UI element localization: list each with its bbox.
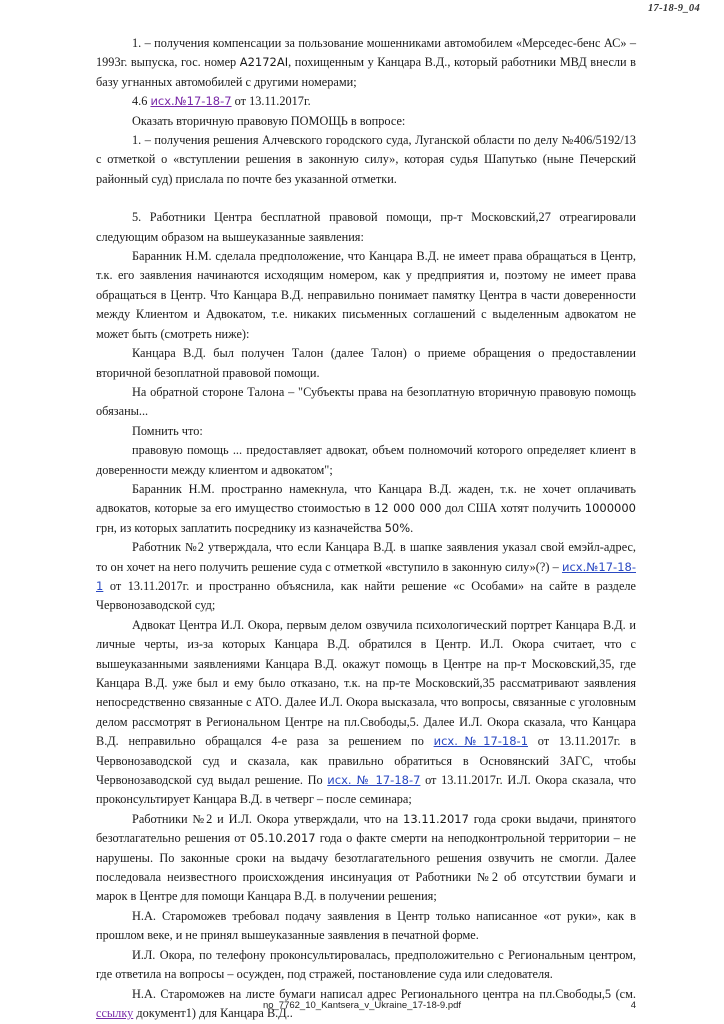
- paragraph-7: Канцара В.Д. был получен Талон (далее Талон) о приеме обращения о предоставлении вторичной безоплатной правовой помощи.: [96, 346, 636, 380]
- text: от 13.11.2017г. в Червонозаводской суд и сказала, как правильно обратиться в Основянский ЗАГС, чтобы Червонозаводской суд выдал решение. По: [96, 734, 636, 788]
- ref-link-17-18-7[interactable]: исх.№17-18-7: [150, 94, 232, 109]
- document-body: [96, 34, 636, 1023]
- ref-link-17-18-7[interactable]: исх. № 17-18-7: [327, 773, 421, 788]
- paragraph-10: правовую помощь ... предоставляет адвокат, объем полномочий которого определяет клиент в доверенности между клиентом и адвокатом";: [96, 443, 636, 477]
- text: 1. – получения компенсации за пользование мошенниками автомобилем «Мерседес-бенс АС» – 1993г. выпуска, гос. номер: [96, 36, 636, 70]
- paragraph-1: [96, 34, 636, 92]
- text: Работник №2 утверждала, что если Канцара В.Д. в шапке заявления указал свой емэйл-адрес, то он хочет на него получить решение суда с отметкой «вступило в законную силу»(?) –: [96, 540, 636, 574]
- paragraph-14: [96, 810, 636, 907]
- paragraph-16: И.Л. Окора, по телефону проконсультировалась, предположительно с Региональным центром, где ответила на вопросы – осужден, под стражей, постановление суда или следователя.: [96, 947, 636, 982]
- text: года сроки выдачи, принятого безотлагательно решения от: [96, 811, 636, 846]
- blank-line: [96, 189, 636, 208]
- text: Н.А. Староможев на листе бумаги написал адрес Регионального центра на пл.Свободы,5 (см.: [132, 986, 636, 1001]
- paragraph-11: [96, 480, 636, 538]
- paragraph-13: [96, 616, 636, 810]
- paragraph-9: Помнить что:: [132, 423, 203, 438]
- document-stamp: 17-18-9_04: [648, 3, 700, 14]
- footer-filename: no_7762_10_Kantsera_v_Ukraine_17-18-9.pdf: [262, 1000, 462, 1011]
- plate-number: А2172АI: [239, 55, 289, 70]
- paragraph-8: На обратной стороне Талона – "Субъекты права на безоплатную вторичную правовую помощь обязаны...: [96, 384, 636, 419]
- page-number: 4: [630, 1000, 636, 1011]
- ref-link-17-18-1[interactable]: исх.№17-18-1: [433, 734, 529, 749]
- paragraph-6: Баранник Н.М. сделала предположение, что Канцара В.Д. не имеет права обращаться в Центр, т.к. его заявления начинаются исходящим номером, как у предприятия и, поэтому не имеет права обращаться в Центр. Что Канцара В.Д. неправильно понимает памятку Центра в части доверенности между Клиентом и Адвокатом, т.е. никаких письменных соглашений с выделенным адвокатом не может быть (смотреть ниже):: [96, 249, 636, 341]
- text: документ1) для Канцара В.Д..: [133, 1005, 293, 1020]
- text: года о факте смерти на неподконтрольной территории – не нарушены. По законные сроки на выдачу безотлагательного решения озвучить не смогли. Далее последовала неизвестного происхождения инсинуация от Работники №2 об отсутствии бумаги и марок в Центре для помощи Канцара В.Д. в получении решения;: [96, 831, 636, 904]
- paragraph-3: Оказать вторичную правовую ПОМОЩЬ в вопросе:: [132, 113, 406, 128]
- text: от 13.11.2017г. И.Л. Окора сказала, что проконсультирует Канцара В.Д. в четверг – после семинара;: [96, 773, 636, 807]
- text: дол США хотят получить: [441, 501, 585, 516]
- percent: 50%: [384, 520, 411, 535]
- text: Баранник Н.М. пространно намекнула, что Канцара В.Д. жаден, т.к. не хочет оплачивать адвокатов, которые за его имущество стоимостью в: [96, 481, 636, 516]
- paragraph-12: [96, 538, 636, 616]
- paragraph-2: [96, 92, 636, 111]
- paragraph-5: 5. Работники Центра бесплатной правовой помощи, пр-т Московский,27 отреагировали следующим образом на вышеуказанные заявления:: [96, 210, 636, 244]
- text: , похищенным у Канцара В.Д., который работники МВД внесли в базу угнанных автомобилей с другими номерами;: [96, 55, 636, 89]
- date: 13.11.2017: [403, 811, 469, 826]
- text: Адвокат Центра И.Л. Окора, первым делом озвучила психологический портрет Канцара В.Д. и личные черты, из-за которых Канцара В.Д. обратился в Центр. И.Л. Окора считает, что с вышеуказанными заявлениями Канцара В.Д. окажут помощь в Центре на пр-т Московский,35, где Канцара В.Д. уже был и ему было отказано, т.к. на пр-те Московский,35 рассматривают заявления непосредственно связанные с АТО. Далее И.Л. Окора высказала, что вопросы, связанные с уголовным делом рассмотрят в Региональном Центре на пл.Свободы,5. Далее И.Л. Окора сказала, что Канцара В.Д. неправильно обращался 4-е раза за решением по: [96, 617, 636, 749]
- reference-link[interactable]: ссылку: [96, 1005, 134, 1020]
- ref-link-17-18-1[interactable]: исх.№17-18-1: [96, 559, 636, 593]
- text: 4.6: [132, 94, 151, 109]
- text: грн, из которых заплатить посреднику из казначейства: [96, 520, 385, 535]
- amount: 1000000: [584, 501, 636, 516]
- text: от 13.11.2017г. и пространно объяснила, как найти решение «с Особами» на сайте в разделе Червонозаводской суд;: [96, 578, 636, 613]
- amount: 12 000 000: [374, 501, 442, 516]
- text: .: [410, 520, 414, 535]
- paragraph-4: 1. – получения решения Алчевского городского суда, Луганской области по делу №406/5192/13 с отметкой о «вступлении решения в законную силу», которая судья Шапутько (ныне Печерский районный суд) прислала по почте без указанной отметки.: [96, 133, 636, 186]
- text: Работники №2 и И.Л. Окора утверждали, что на: [132, 811, 404, 826]
- paragraph-15: Н.А. Староможев требовал подачу заявления в Центр только написанное «от руки», как в прошлом веке, и не принял вышеуказанные заявления в печатной форме.: [96, 908, 636, 943]
- date: 05.10.2017: [249, 831, 316, 846]
- text: от 13.11.2017г.: [231, 94, 311, 109]
